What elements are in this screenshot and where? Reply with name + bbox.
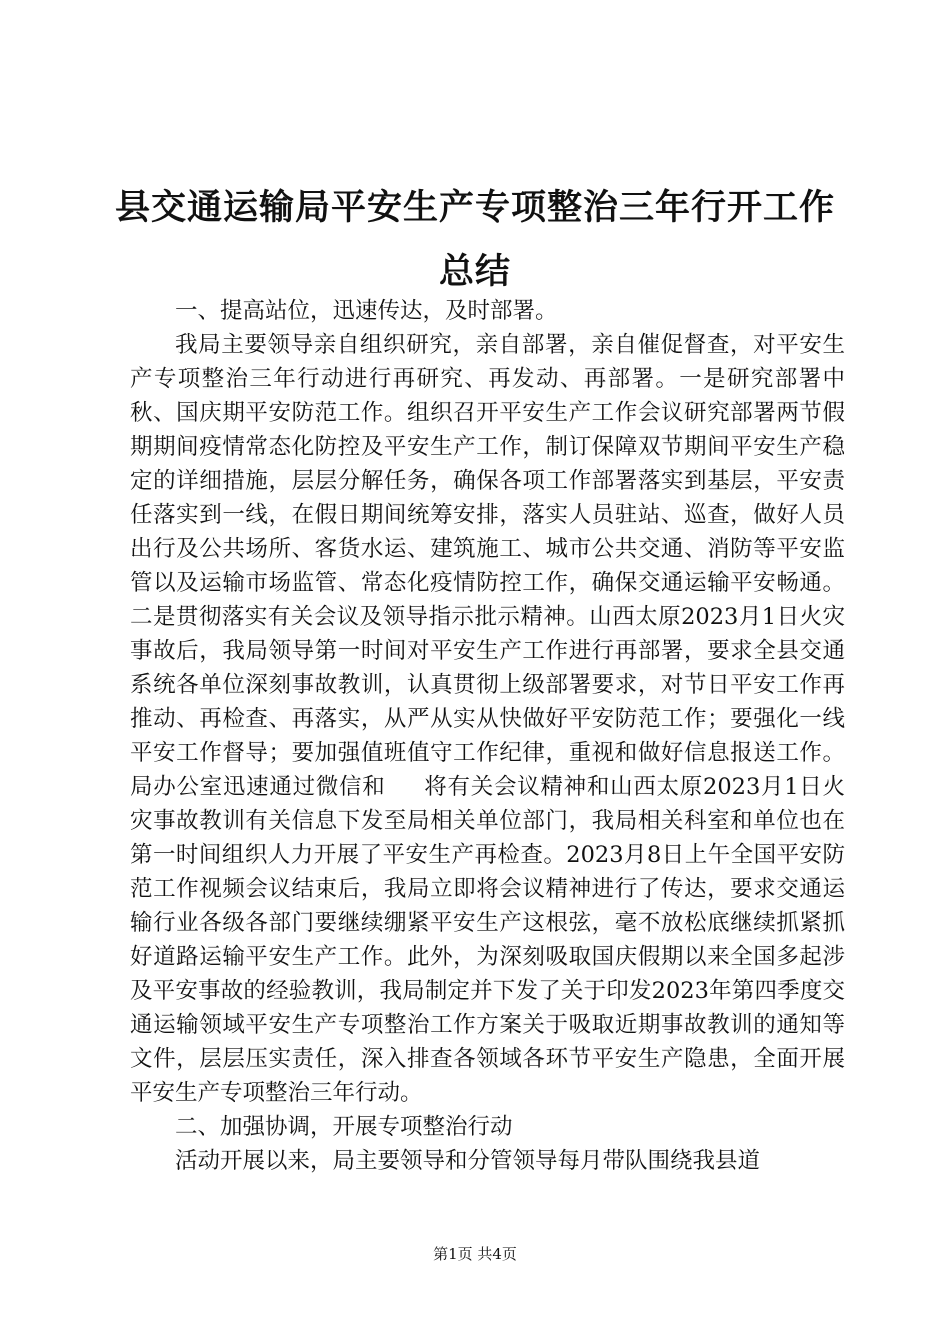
page-number-footer: 第1页 共4页 [433,1245,517,1263]
paragraph-1-part-2: 将有关会议精神和山西太原2023月1日火灾事故教训有关信息下发至局相关单位部门，我局相关科室和单位也在第一时间组织人力开展了平安生产再检查。2023月8日上午全国平安防范工作视频会议结束后，我局立即将会议精神进行了传达，要求交通运输行业各级各部门要继续绷紧平安生产这根弦，毫不放松底继续抓紧抓好道路运输平安生产工作。此外，为深刻吸取国庆假期以来全国多起涉及平安事故的经验教训，我局制定并下发了关于印发2023年第四季度交通运输领域平安生产专项整治工作方案关于吸取近期事故教训的通知等文件，层层压实责任，深入排查各领域各环节平安生产隐患，全面开展平安生产专项整治三年行动。 [130,774,845,1106]
section-heading-1: 一、提高站位，迅速传达，及时部署。 [175,298,558,324]
document-title-line-2: 总结 [438,251,511,292]
section-heading-2: 二、加强协调，开展专项整治行动 [175,1114,513,1140]
document-title-line-1: 县交通运输局平安生产专项整治三年行开工作 [114,187,835,228]
paragraph-2: 活动开展以来，局主要领导和分管领导每月带队围绕我县道 [175,1148,761,1174]
document-body [130,294,845,1178]
paragraph-1 [130,328,845,1110]
paragraph-1-part-1: 我局主要领导亲自组织研究，亲自部署，亲自催促督查，对平安生产专项整治三年行动进行再研究、再发动、再部署。一是研究部署中秋、国庆期平安防范工作。组织召开平安生产工作会议研究部署两节假期期间疫情常态化防控及平安生产工作，制订保障双节期间平安生产稳定的详细措施，层层分解任务，确保各项工作部署落实到基层，平安责任落实到一线，在假日期间统筹安排，落实人员驻站、巡查，做好人员出行及公共场所、客货水运、建筑施工、城市公共交通、消防等平安监管以及运输市场监管、常态化疫情防控工作，确保交通运输平安畅通。二是贯彻落实有关会议及领导指示批示精神。山西太原2023月1日火灾事故后，我局领导第一时间对平安生产工作进行再部署，要求全县交通系统各单位深刻事故教训，认真贯彻上级部署要求，对节日平安工作再推动、再检查、再落实，从严从实从快做好平安防范工作；要强化一线平安工作督导；要加强值班值守工作纪律，重视和做好信息报送工作。局办公室迅速通过微信和 [130,332,845,800]
